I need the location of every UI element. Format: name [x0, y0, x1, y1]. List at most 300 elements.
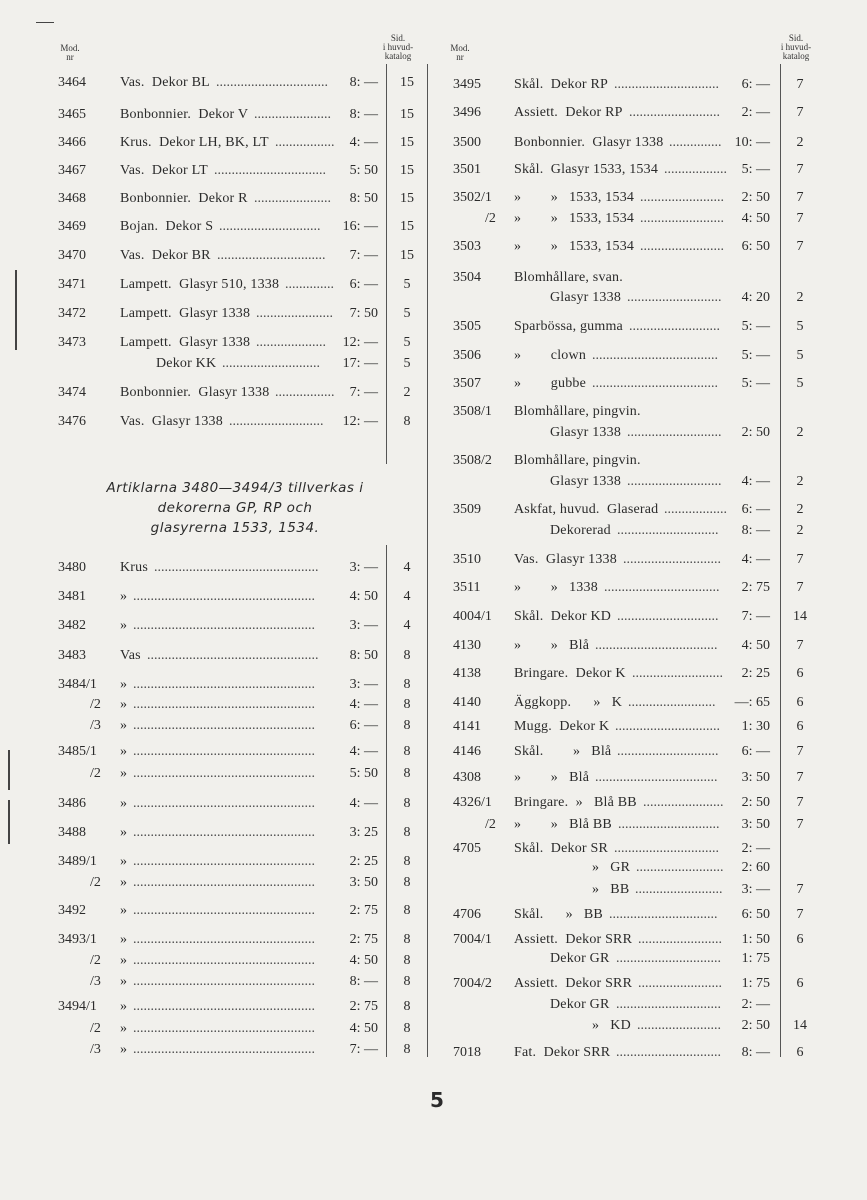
item-description: » » Blå: [514, 770, 590, 785]
leader-dots: .........................: [628, 695, 716, 710]
item-description: Skål. Glasyr 1533, 1534: [514, 162, 659, 177]
price: 7: —: [349, 248, 378, 263]
catalog-page-ref: 2: [796, 502, 804, 517]
item-description: Glasyr 1338: [550, 425, 622, 440]
table-row: [0, 815, 867, 835]
header-mod-label: Mod.: [60, 43, 80, 53]
price: 8: —: [741, 523, 770, 538]
item-description: Assiett. Dekor SRR: [514, 976, 633, 991]
table-row: [0, 521, 867, 541]
header-nr-label: nr: [66, 52, 74, 62]
price: 3: —: [349, 560, 378, 575]
item-description: Bojan. Dekor S: [120, 219, 214, 234]
item-description: Vas. Dekor BR: [120, 248, 211, 263]
leader-dots: ................................: [214, 163, 326, 178]
catalog-page-ref: 7: [796, 77, 804, 92]
item-description: Bringare. Dekor K: [514, 666, 626, 681]
item-description: Skål. Dekor RP: [514, 77, 608, 92]
table-row: [0, 858, 867, 878]
model-number: 4326/1: [453, 795, 492, 810]
leader-dots: .............................: [618, 817, 720, 832]
item-description: » » 1533, 1534: [514, 239, 635, 254]
item-description: Lampett. Glasyr 1338: [120, 335, 251, 350]
table-row: [0, 268, 867, 288]
header-katalog-label: katalog: [782, 51, 810, 61]
catalog-page-ref: 6: [796, 719, 804, 734]
model-number: 4141: [453, 719, 481, 734]
price: 2: —: [741, 997, 770, 1012]
item-description: Dekor GR: [550, 997, 610, 1012]
table-row: [0, 75, 867, 95]
catalog-page-ref: 15: [400, 75, 414, 90]
item-description: »: [120, 1021, 128, 1036]
price: 3: 50: [349, 875, 378, 890]
price: 2: 75: [349, 932, 378, 947]
leader-dots: ..................: [664, 162, 727, 177]
catalog-page-ref: 6: [796, 976, 804, 991]
catalog-page-ref: 8: [403, 697, 411, 712]
model-number: 3466: [58, 135, 86, 150]
model-number: 3482: [58, 618, 86, 633]
item-description: » clown: [514, 348, 587, 363]
item-description: Askfat, huvud. Glaserad: [514, 502, 659, 517]
price: 3: —: [349, 677, 378, 692]
leader-dots: ..................: [664, 502, 727, 517]
table-row: [0, 500, 867, 520]
price: 5: 50: [349, 766, 378, 781]
item-description: Lampett. Glasyr 510, 1338: [120, 277, 280, 292]
price: 7: —: [349, 385, 378, 400]
model-number: /2: [90, 953, 101, 968]
catalog-page-ref: 8: [403, 718, 411, 733]
item-description: Skål. Dekor SR: [514, 841, 608, 856]
item-description: » gubbe: [514, 376, 587, 391]
catalog-page-ref: 8: [403, 999, 411, 1014]
catalog-page-ref: 7: [796, 817, 804, 832]
price: 4: 50: [349, 953, 378, 968]
header-sid-label: Sid.: [390, 33, 406, 43]
item-description: Lampett. Glasyr 1338: [120, 306, 251, 321]
leader-dots: ....................................................: [133, 932, 315, 947]
item-description: »: [120, 825, 128, 840]
price: 4: —: [349, 697, 378, 712]
price: 5: 50: [349, 163, 378, 178]
price: 2: 75: [349, 999, 378, 1014]
catalog-page-ref: 5: [796, 376, 804, 391]
catalog-page-ref: 7: [796, 638, 804, 653]
leader-dots: ...................................: [595, 770, 718, 785]
model-number: 3474: [58, 385, 86, 400]
leader-dots: ....................................................: [133, 999, 315, 1014]
leader-dots: ....................................................: [133, 953, 315, 968]
table-row: [0, 880, 867, 900]
leader-dots: ....................................................: [133, 875, 315, 890]
table-row: [0, 472, 867, 492]
catalog-page-ref: 8: [403, 677, 411, 692]
table-row: [0, 717, 867, 737]
price: 2: 50: [741, 1018, 770, 1033]
catalog-page-ref: 5: [403, 306, 411, 321]
leader-dots: .................: [275, 385, 335, 400]
table-row: [0, 423, 867, 443]
model-number: 3508/1: [453, 404, 492, 419]
price: 6: —: [349, 277, 378, 292]
item-description: Bonbonnier. Glasyr 1338: [120, 385, 270, 400]
scan-mark: [15, 270, 17, 350]
model-number: 3485/1: [58, 744, 97, 759]
item-description: Dekor KK: [156, 356, 217, 371]
catalog-page-ref: 8: [403, 854, 411, 869]
leader-dots: ....................: [256, 335, 326, 350]
table-row: [0, 949, 867, 969]
price: 3: 50: [741, 770, 770, 785]
leader-dots: ....................................................: [133, 903, 315, 918]
header-mod-left: [50, 44, 90, 62]
catalog-page-ref: 7: [796, 744, 804, 759]
price: 12: —: [342, 335, 378, 350]
table-row: [0, 974, 867, 994]
item-description: »: [120, 766, 128, 781]
catalog-page-ref: 5: [796, 348, 804, 363]
catalog-page-ref: 7: [796, 211, 804, 226]
item-description: Vas. Dekor LT: [120, 163, 208, 178]
model-number: 3501: [453, 162, 481, 177]
leader-dots: ............................: [623, 552, 721, 567]
item-description: Blomhållare, svan.: [514, 270, 623, 285]
leader-dots: ...............: [669, 135, 722, 150]
price: 6: —: [741, 744, 770, 759]
leader-dots: .............................: [617, 523, 719, 538]
catalog-page-ref: 6: [796, 1045, 804, 1060]
price: 12: —: [342, 414, 378, 429]
table-row: [0, 374, 867, 394]
model-number: /3: [90, 974, 101, 989]
table-row: [0, 742, 867, 762]
catalog-page-ref: 7: [796, 239, 804, 254]
table-row: [0, 160, 867, 180]
catalog-page-ref: 7: [796, 770, 804, 785]
leader-dots: ....................................................: [133, 796, 315, 811]
model-number: 4705: [453, 841, 481, 856]
leader-dots: ........................: [637, 1018, 721, 1033]
price: 2: —: [741, 105, 770, 120]
catalog-page-ref: 8: [403, 1042, 411, 1057]
item-description: » » 1338: [514, 580, 598, 595]
item-description: Krus. Dekor LH, BK, LT: [120, 135, 269, 150]
item-description: » » Blå BB: [514, 817, 612, 832]
catalog-page-ref: 2: [796, 135, 804, 150]
leader-dots: ....................................................: [133, 677, 315, 692]
table-row: [0, 317, 867, 337]
price: 6: —: [741, 77, 770, 92]
price: 6: —: [741, 502, 770, 517]
item-description: Assiett. Dekor RP: [514, 105, 623, 120]
price: 16: —: [342, 219, 378, 234]
item-description: » GR: [592, 860, 631, 875]
catalog-page-ref: 8: [403, 932, 411, 947]
catalog-page-ref: 15: [400, 191, 414, 206]
leader-dots: ....................................................: [133, 1042, 315, 1057]
item-description: »: [120, 744, 128, 759]
item-description: »: [120, 932, 128, 947]
table-row: [0, 839, 867, 859]
price: 8: 50: [349, 191, 378, 206]
leader-dots: ....................................................: [133, 589, 315, 604]
price: 4: 20: [741, 290, 770, 305]
model-number: 7004/2: [453, 976, 492, 991]
leader-dots: ....................................................: [133, 618, 315, 633]
item-description: Fat. Dekor SRR: [514, 1045, 611, 1060]
price: 7: 50: [349, 306, 378, 321]
price: 4: 50: [741, 211, 770, 226]
price: 6: —: [349, 718, 378, 733]
table-row: [0, 103, 867, 123]
model-number: /2: [90, 766, 101, 781]
price: 4: —: [349, 796, 378, 811]
price: 8: —: [349, 75, 378, 90]
model-number: 3467: [58, 163, 86, 178]
note-line: Artiklarna 3480—3494/3 tillverkas i: [106, 480, 364, 496]
leader-dots: ....................................: [592, 348, 718, 363]
table-row: [0, 995, 867, 1015]
model-number: 3500: [453, 135, 481, 150]
leader-dots: ...........................: [627, 474, 722, 489]
item-description: »: [120, 618, 128, 633]
leader-dots: ..............................: [615, 719, 720, 734]
page-number: 5: [430, 1088, 444, 1112]
catalog-page-ref: 2: [796, 425, 804, 440]
note-line: dekorerna GP, RP och: [157, 500, 313, 516]
model-number: 3509: [453, 502, 481, 517]
catalog-page-ref: 4: [403, 589, 411, 604]
price: 2: 50: [741, 190, 770, 205]
model-number: 3494/1: [58, 999, 97, 1014]
item-description: Skål. » Blå: [514, 744, 612, 759]
model-number: /3: [90, 718, 101, 733]
leader-dots: ...........................: [229, 414, 324, 429]
note-line: glasyrerna 1533, 1534.: [150, 520, 320, 536]
leader-dots: .............................: [219, 219, 321, 234]
header-sid-left: [368, 34, 428, 61]
price: 8: —: [349, 974, 378, 989]
table-row: [0, 237, 867, 257]
leader-dots: .............................: [617, 744, 719, 759]
model-number: 3483: [58, 648, 86, 663]
leader-dots: ...............................: [217, 248, 326, 263]
table-row: [0, 451, 867, 471]
catalog-page-ref: 5: [403, 277, 411, 292]
price: 1: 50: [741, 932, 770, 947]
model-number: 3469: [58, 219, 86, 234]
header-huvud-label: i huvud-: [382, 42, 414, 52]
price: 2: 60: [741, 860, 770, 875]
catalog-page-ref: 8: [403, 744, 411, 759]
model-number: 4004/1: [453, 609, 492, 624]
price: 4: —: [349, 135, 378, 150]
price: 2: 75: [741, 580, 770, 595]
leader-dots: ...............................................: [154, 560, 319, 575]
model-number: /3: [90, 1042, 101, 1057]
leader-dots: ..............................: [614, 841, 719, 856]
item-description: Vas. Glasyr 1338: [120, 414, 223, 429]
catalog-page-ref: 8: [403, 796, 411, 811]
model-number: 3470: [58, 248, 86, 263]
leader-dots: ..............................: [616, 951, 721, 966]
leader-dots: .........................: [636, 860, 724, 875]
price: 1: 75: [741, 976, 770, 991]
item-description: Dekorerad: [550, 523, 611, 538]
item-description: Blomhållare, pingvin.: [514, 404, 641, 419]
leader-dots: ........................: [638, 976, 722, 991]
leader-dots: ............................: [222, 356, 320, 371]
catalog-page-ref: 7: [796, 882, 804, 897]
item-description: »: [120, 974, 128, 989]
price: 2: 25: [349, 854, 378, 869]
model-number: 3511: [453, 580, 481, 595]
price: 3: 25: [349, 825, 378, 840]
model-number: 3495: [453, 77, 481, 92]
model-number: 7018: [453, 1045, 481, 1060]
item-description: Bonbonnier. Glasyr 1338: [514, 135, 664, 150]
leader-dots: ....................................................: [133, 854, 315, 869]
model-number: /2: [90, 875, 101, 890]
catalog-page-ref: 8: [403, 414, 411, 429]
catalog-page-ref: 8: [403, 1021, 411, 1036]
price: 7: —: [741, 609, 770, 624]
table-row: [0, 209, 867, 229]
price: 8: 50: [349, 648, 378, 663]
leader-dots: .................: [275, 135, 335, 150]
price: 2: 50: [741, 425, 770, 440]
catalog-page-ref: 6: [796, 666, 804, 681]
catalog-page-ref: 4: [403, 618, 411, 633]
table-row: [0, 288, 867, 308]
price: 2: —: [741, 841, 770, 856]
catalog-page-ref: 2: [796, 474, 804, 489]
model-number: 4140: [453, 695, 481, 710]
header-nr-label: nr: [456, 52, 464, 62]
model-number: 3471: [58, 277, 86, 292]
price: 4: 50: [349, 1021, 378, 1036]
model-number: 3484/1: [58, 677, 97, 692]
price: —: 65: [734, 695, 770, 710]
table-row: [0, 693, 867, 713]
leader-dots: ......................: [254, 107, 331, 122]
price: 6: 50: [741, 907, 770, 922]
leader-dots: ....................................................: [133, 1021, 315, 1036]
table-row: [0, 188, 867, 208]
leader-dots: ..........................: [629, 319, 720, 334]
leader-dots: ....................................................: [133, 974, 315, 989]
price: 1: 30: [741, 719, 770, 734]
table-row: [0, 607, 867, 627]
model-number: 3503: [453, 239, 481, 254]
item-description: »: [120, 796, 128, 811]
model-number: 3473: [58, 335, 86, 350]
catalog-page-ref: 15: [400, 107, 414, 122]
model-number: 3506: [453, 348, 481, 363]
model-number: 3504: [453, 270, 481, 285]
item-description: »: [120, 589, 128, 604]
model-number: /2: [90, 697, 101, 712]
scan-mark: [36, 22, 54, 23]
table-row: [0, 664, 867, 684]
item-description: Bonbonnier. Dekor V: [120, 107, 249, 122]
model-number: 3480: [58, 560, 86, 575]
item-description: »: [120, 875, 128, 890]
catalog-page-ref: 6: [796, 932, 804, 947]
item-description: »: [120, 999, 128, 1014]
item-description: Vas. Dekor BL: [120, 75, 210, 90]
leader-dots: ..........................: [632, 666, 723, 681]
item-description: »: [120, 718, 128, 733]
price: 5: —: [741, 376, 770, 391]
model-number: 3468: [58, 191, 86, 206]
catalog-page-ref: 8: [403, 953, 411, 968]
catalog-page-ref: 2: [796, 290, 804, 305]
model-number: 4138: [453, 666, 481, 681]
leader-dots: ........................: [640, 211, 724, 226]
table-row: [0, 1016, 867, 1036]
item-description: Skål. Dekor KD: [514, 609, 612, 624]
model-number: 3502/1: [453, 190, 492, 205]
model-number: 3472: [58, 306, 86, 321]
table-row: [0, 346, 867, 366]
price: 17: —: [342, 356, 378, 371]
item-description: » » 1533, 1534: [514, 211, 635, 226]
price: 4: 50: [741, 638, 770, 653]
price: 4: —: [349, 744, 378, 759]
scan-mark: [8, 750, 10, 790]
leader-dots: ........................: [640, 190, 724, 205]
item-description: » BB: [592, 882, 630, 897]
price: 3: —: [741, 882, 770, 897]
leader-dots: .............................: [617, 609, 719, 624]
item-description: Vas. Glasyr 1338: [514, 552, 617, 567]
model-number: 4146: [453, 744, 481, 759]
catalog-page-ref: 8: [403, 648, 411, 663]
catalog-page-ref: 8: [403, 974, 411, 989]
catalog-page-ref: 2: [403, 385, 411, 400]
item-description: Sparbössa, gumma: [514, 319, 623, 334]
header-huvud-label: i huvud-: [780, 42, 812, 52]
header-mod-label: Mod.: [450, 43, 470, 53]
table-row: [0, 930, 867, 950]
price: 8: —: [741, 1045, 770, 1060]
table-row: [0, 550, 867, 570]
leader-dots: ........................: [638, 932, 722, 947]
catalog-page-ref: 8: [403, 903, 411, 918]
price: 5: —: [741, 348, 770, 363]
item-description: »: [120, 677, 128, 692]
model-number: 3481: [58, 589, 86, 604]
leader-dots: ................................: [216, 75, 328, 90]
item-description: Dekor GR: [550, 951, 610, 966]
item-description: Assiett. Dekor SRR: [514, 932, 633, 947]
leader-dots: ..............................: [616, 1045, 721, 1060]
leader-dots: ....................................................: [133, 697, 315, 712]
price: 4: 50: [349, 589, 378, 604]
leader-dots: ......................: [256, 306, 333, 321]
price: 4: —: [741, 474, 770, 489]
model-number: 3496: [453, 105, 481, 120]
catalog-page-ref: 5: [403, 335, 411, 350]
model-number: /2: [485, 817, 496, 832]
price: 5: —: [741, 162, 770, 177]
item-description: Mugg. Dekor K: [514, 719, 610, 734]
item-description: Bringare. » Blå BB: [514, 795, 637, 810]
model-number: 3492: [58, 903, 86, 918]
